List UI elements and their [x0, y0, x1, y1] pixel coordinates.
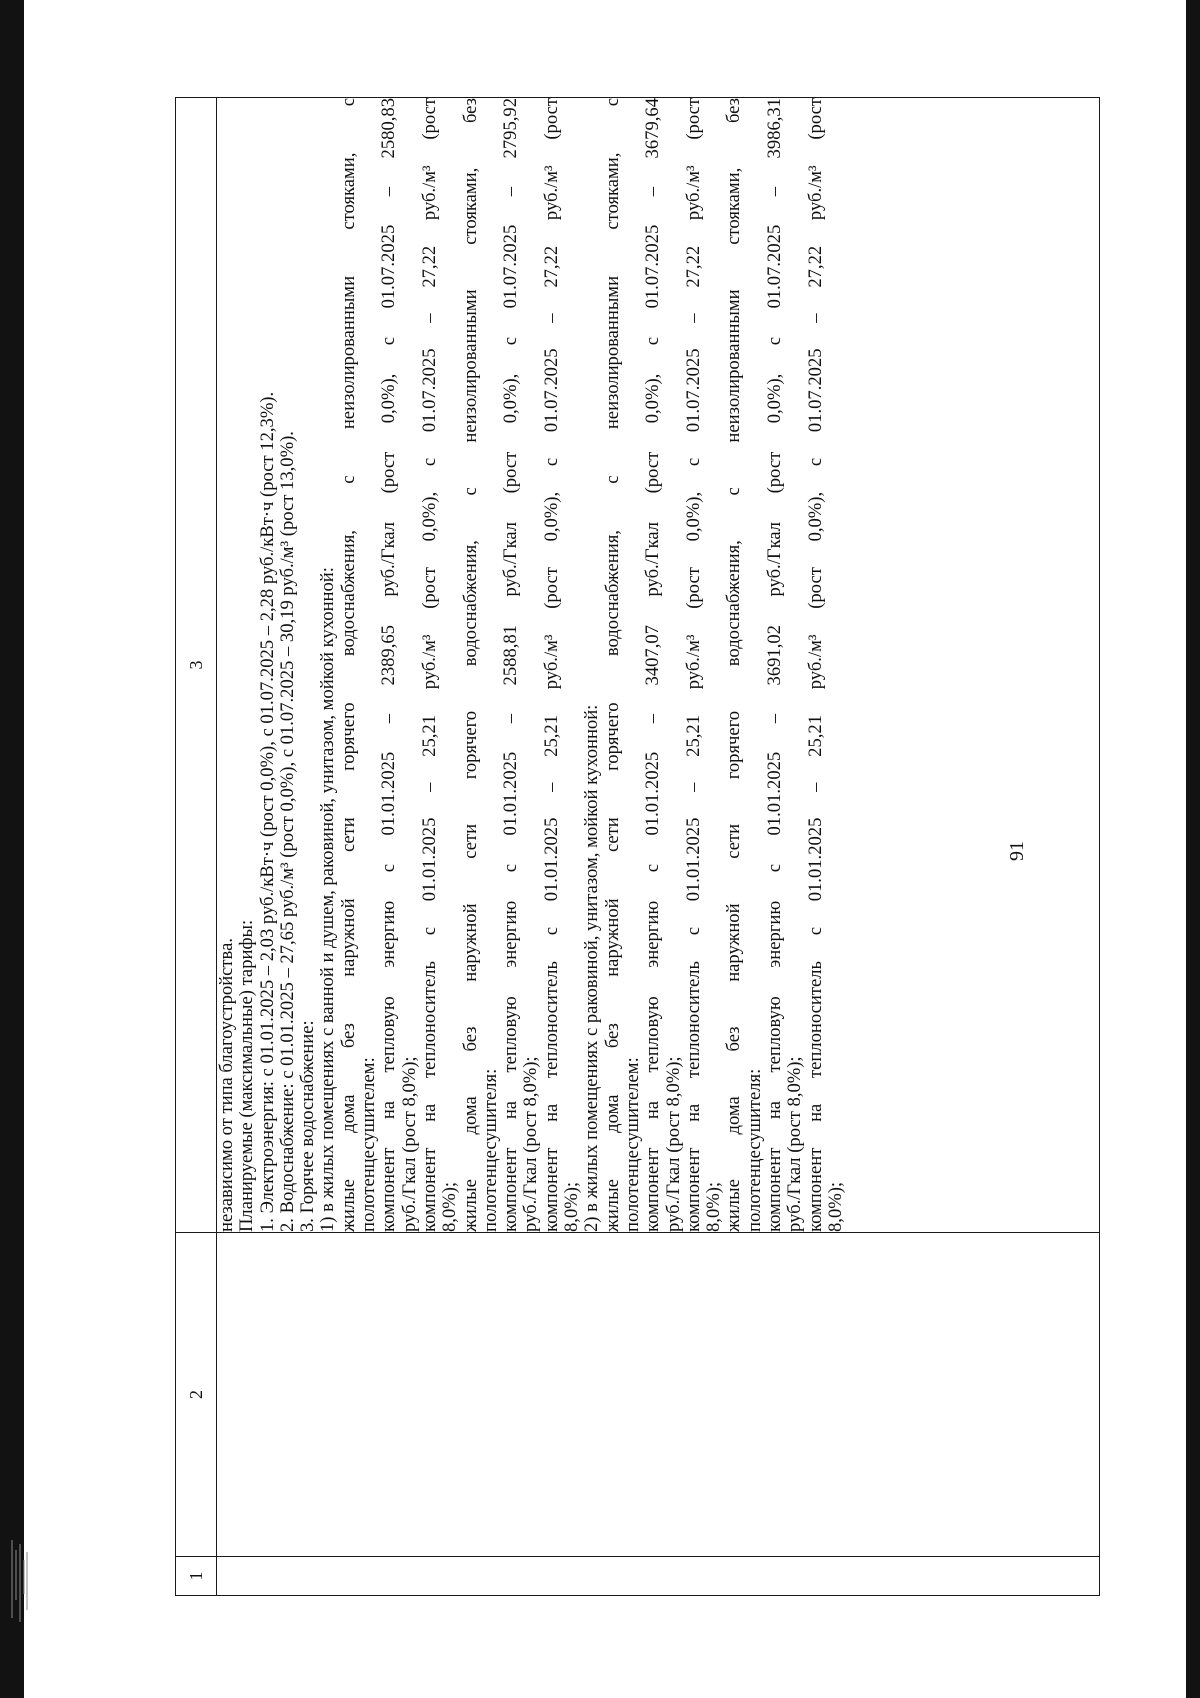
table-cell-col2 [217, 1233, 1100, 1557]
tariff-text-line: полотенцесушителем: [621, 1057, 643, 1232]
tariff-text-line: компонент на тепловую энергию с 01.01.2025 – 3691,02 руб./Гкал (рост 0,0%), с 01.07.2025 – 3986,31 [764, 98, 786, 1232]
tariff-text-line: компонент на тепловую энергию с 01.01.2025 – 2588,81 руб./Гкал (рост 0,0%), с 01.07.2025 – 2795,92 [500, 98, 522, 1232]
tariff-text-line: независимо от типа благоустройства. [216, 938, 237, 1232]
tariff-text-line: 3. Горячее водоснабжение: [297, 1020, 319, 1232]
tariff-table [175, 97, 1100, 1596]
tariff-text-line: компонент на теплоноситель с 01.01.2025 – 25,21 руб./м³ (рост 0,0%), с 01.07.2025 – 27,22 руб./м³ (рост [682, 98, 704, 1232]
column-header-1: 1 [176, 1557, 217, 1596]
tariff-text-line: 1) в жилых помещениях с ванной и душем, раковиной, унитазом, мойкой кухонной: [317, 567, 339, 1232]
rotated-page-content [175, 98, 1099, 1596]
tariff-text-line: полотенцесушителя: [743, 1068, 765, 1232]
tariff-text-line: 8,0%); [703, 1181, 725, 1232]
tariff-text-line: руб./Гкал (рост 8,0%); [520, 1056, 542, 1232]
tariff-text-line: 2) в жилых помещениях с раковиной, унитазом, мойкой кухонной: [581, 704, 603, 1232]
tariff-text-line: жилые дома без наружной сети горячего водоснабжения, с неизолированными стояками, с [337, 98, 359, 1232]
tariff-text-line: компонент на теплоноситель с 01.01.2025 – 25,21 руб./м³ (рост 0,0%), с 01.07.2025 – 27,22 руб./м³ (рост [540, 98, 562, 1232]
tariff-text-line: Планируемые (максимальные) тарифы: [236, 919, 258, 1232]
tariff-text-line: компонент на теплоноситель с 01.01.2025 – 25,21 руб./м³ (рост 0,0%), с 01.07.2025 – 27,22 руб./м³ (рост [418, 98, 440, 1232]
scan-edge-left [0, 0, 24, 1698]
tariff-text-line: 2. Водоснабжение: с 01.01.2025 – 27,65 руб./м³ (рост 0,0%), с 01.07.2025 – 30,19 руб./м³ (рост 13,0%). [276, 431, 298, 1232]
tariff-text-line: жилые дома без наружной сети горячего водоснабжения, с неизолированными стояками, без [459, 98, 481, 1232]
tariff-text-line: компонент на теплоноситель с 01.01.2025 – 25,21 руб./м³ (рост 0,0%), с 01.07.2025 – 27,22 руб./м³ (рост [804, 98, 826, 1232]
tariff-text-line: полотенцесушителя: [479, 1068, 501, 1232]
tariff-text-line: 1. Электроэнергия: с 01.01.2025 – 2,03 руб./кВт·ч (рост 0,0%), с 01.07.2025 – 2,28 руб./кВт·ч (рост 12,3%). [256, 391, 278, 1232]
tariff-text-line: компонент на тепловую энергию с 01.01.2025 – 2389,65 руб./Гкал (рост 0,0%), с 01.07.2025 – 2580,83 [378, 98, 400, 1232]
table-header-row [176, 98, 217, 1596]
stamp-mark [8, 1530, 30, 1630]
tariff-text-line: компонент на тепловую энергию с 01.01.2025 – 3407,07 руб./Гкал (рост 0,0%), с 01.07.2025 – 3679,64 [642, 98, 664, 1232]
tariff-text-line: 8,0%); [439, 1181, 461, 1232]
tariff-text-line: руб./Гкал (рост 8,0%); [662, 1056, 684, 1232]
table-row [217, 98, 1100, 1596]
tariff-text-line: жилые дома без наружной сети горячего водоснабжения, с неизолированными стояками, с [601, 98, 623, 1232]
tariff-text-line: руб./Гкал (рост 8,0%); [784, 1056, 806, 1232]
tariff-description-cell [217, 98, 1100, 1233]
tariff-text-line: полотенцесушителем: [358, 1057, 380, 1232]
column-header-3: 3 [176, 98, 217, 1233]
tariff-text-line: 8,0%); [824, 1181, 846, 1232]
scan-edge-right [1186, 0, 1200, 1698]
tariff-text-line: 8,0%); [561, 1181, 583, 1232]
column-header-2: 2 [176, 1233, 217, 1557]
tariff-text-line: жилые дома без наружной сети горячего водоснабжения, с неизолированными стояками, без [723, 98, 745, 1232]
tariff-text-line: руб./Гкал (рост 8,0%); [398, 1056, 420, 1232]
page-number: 91 [1006, 841, 1028, 861]
table-cell-col1 [217, 1557, 1100, 1596]
